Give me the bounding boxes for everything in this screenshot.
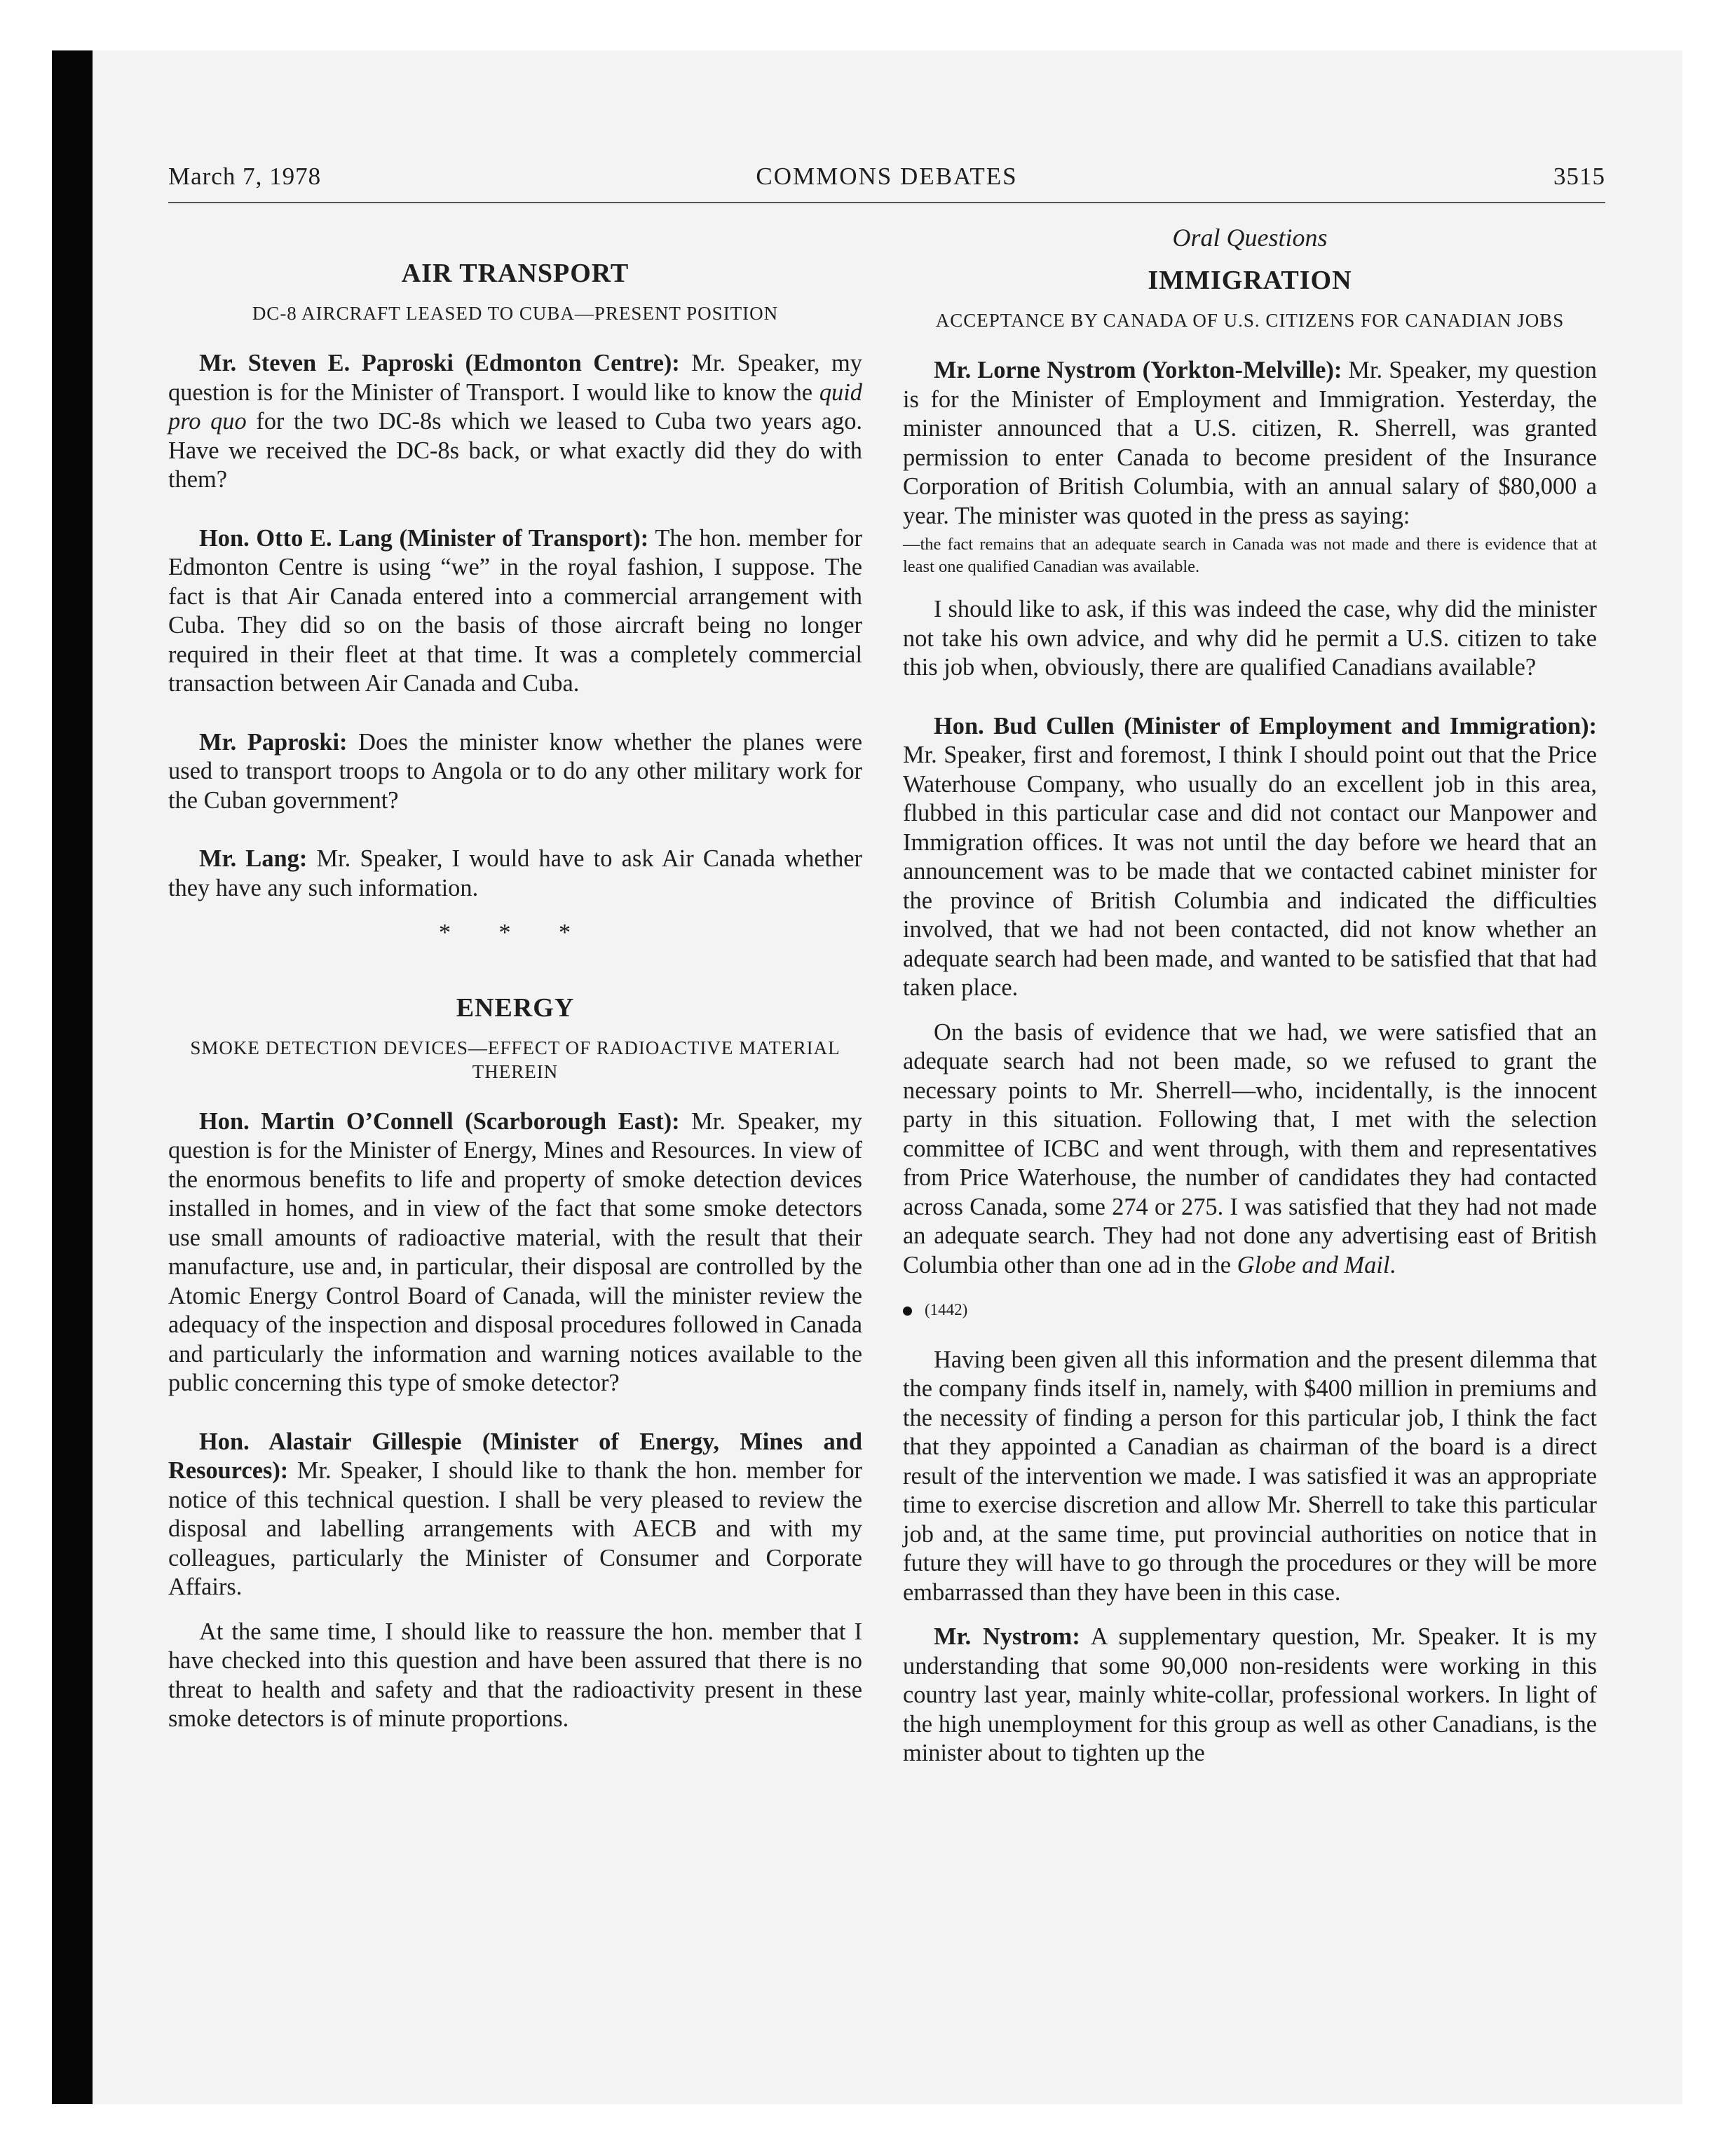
paragraph-text: for the two DC-8s which we leased to Cuba two years ago. Have we received the DC-8s back, or what exactly did they do with them?	[168, 408, 862, 493]
paragraph-text: Mr. Speaker, first and foremost, I think I should point out that the Price Waterhouse Company, who usually do an excellent job in this area, flubbed in this particular case and did not contact our Manpower and Immigration offices. It was not until the day before we heard that an announcement was to be made that we contacted cabinet minister for the province of British Columbia and indicated the difficulties involved, that we had not been contacted, did not know whether an adequate search had been made, and wanted to be satisfied that that had taken place.	[903, 742, 1597, 1001]
paragraph-cullen-dilemma: Having been given all this information and the present dilemma that the company finds itself in, namely, with $400 million in premiums and the necessity of finding a person for this particular job, I think the fact that they appointed a Canadian as chairman of the board is a direct result of the intervention we made. I was satisfied it was an appropriate time to exercise discretion and allow Mr. Sherrell to take this particular job and, at the same time, put provincial authorities on notice that in future they will have to go through the procedures or they will be more embarrassed than they have been in this case.	[903, 1346, 1597, 1606]
paragraph-paproski-supplementary	[168, 728, 862, 816]
paragraph-gillespie-continued: At the same time, I should like to reassure the hon. member that I have checked into this question and have been assured that there is no threat to health and safety and that the radioactivity present in these smoke detectors is of minute proportions.	[168, 1618, 862, 1732]
timestamp-text: (1442)	[925, 1301, 968, 1318]
header-date: March 7, 1978	[168, 163, 322, 190]
speaker-name: Hon. Alastair Gillespie (Minister of Energy, Mines and Resources):	[168, 1428, 862, 1484]
header-rule	[168, 202, 1605, 203]
speaker-name: Mr. Paproski:	[199, 728, 348, 756]
press-quote: —the fact remains that an adequate search in Canada was not made and there is evidence that at least one qualified Canadian was available.	[903, 535, 1597, 576]
paragraph-paproski-question	[168, 349, 862, 495]
section-separator: * * *	[439, 920, 592, 946]
timestamp-marker	[903, 1295, 1597, 1325]
speaker-name: Hon. Bud Cullen (Minister of Employment and Immigration):	[934, 712, 1597, 739]
paragraph-text: Does the minister know whether the planes were used to transport troops to Angola or to do any other military work for the Cuban government?	[168, 728, 862, 814]
subheading-smoke-detection: SMOKE DETECTION DEVICES—EFFECT OF RADIOACTIVE MATERIAL THEREIN	[190, 1037, 841, 1082]
paragraph-cullen-evidence	[903, 1018, 1597, 1281]
paragraph-text: On the basis of evidence that we had, we were satisfied that an adequate search had not been made, so we refused to grant the necessary points to Mr. Sherrell—who, incidentally, is the innocent party in this situation. Following that, I met with the selection committee of ICBC and went through, with them and representatives from Price Waterhouse, the number of candidates they had contacted across Canada, some 274 or 275. I was satisfied that they had not made an adequate search. They had not done any advertising east of British Columbia other than one ad in the	[903, 1018, 1597, 1278]
paragraph-text: Mr. Speaker, I would have to ask Air Canada whether they have any such information.	[168, 845, 862, 901]
section-heading-energy: ENERGY	[456, 992, 575, 1023]
italic-newspaper-name: Globe and Mail	[1237, 1251, 1390, 1278]
speaker-name: Mr. Nystrom:	[934, 1623, 1080, 1650]
paragraph-gillespie-answer	[168, 1428, 862, 1602]
speaker-name: Mr. Steven E. Paproski (Edmonton Centre):	[199, 350, 680, 376]
left-column	[168, 223, 862, 1734]
paragraph-text: Mr. Speaker, I should like to thank the hon. member for notice of this technical question. I shall be very pleased to review the disposal and labelling arrangements with AECB and with my colleagues, particularly the Minister of Consumer and Corporate Affairs.	[168, 1457, 862, 1600]
section-heading-air-transport: AIR TRANSPORT	[401, 259, 630, 288]
speaker-name: Hon. Otto E. Lang (Minister of Transport):	[199, 524, 649, 552]
paragraph-nystrom-question	[903, 356, 1597, 531]
page-header	[168, 163, 1605, 203]
paragraph-text: Mr. Speaker, my question is for the Minister of Transport. I would like to know the	[168, 350, 862, 406]
paragraph-lang-answer	[168, 524, 862, 699]
subheading-us-citizens: ACCEPTANCE BY CANADA OF U.S. CITIZENS FOR CANADIAN JOBS	[935, 310, 1565, 331]
paragraph-cullen-answer	[903, 712, 1597, 1003]
bullet-dot-icon	[903, 1306, 912, 1316]
paragraph-text: Mr. Speaker, my question is for the Minister of Energy, Mines and Resources. In view of the enormous benefits to life and property of smoke detection devices installed in homes, and in view of the fact that some smoke detectors use small amounts of radioactive material, with the result that their manufacture, use and, in particular, their disposal are controlled by the Atomic Energy Control Board of Canada, will the minister review the adequacy of the inspection and disposal procedures followed in Canada and particularly the information and warning notices available to the public concerning this type of smoke detector?	[168, 1107, 862, 1396]
scan-edge	[52, 50, 93, 2104]
header-title: COMMONS DEBATES	[756, 163, 1018, 190]
italic-phrase: quid pro quo	[168, 378, 862, 435]
paragraph-text: .	[1389, 1251, 1396, 1278]
subheading-dc8-aircraft: DC-8 AIRCRAFT LEASED TO CUBA—PRESENT POSITION	[252, 303, 779, 324]
paragraph-lang-reply	[168, 845, 862, 903]
paragraph-text: Mr. Speaker, my question is for the Minister of Employment and Immigration. Yesterday, the minister announced that a U.S. citizen, R. Sherrell, was granted permission to enter Canada to become president of the Insurance Corporation of British Columbia, with an annual salary of $80,000 a year. The minister was quoted in the press as saying:	[903, 357, 1597, 529]
paragraph-nystrom-supplementary	[903, 1623, 1597, 1768]
header-page-number: 3515	[1553, 163, 1605, 190]
paragraph-text: A supplementary question, Mr. Speaker. It is my understanding that some 90,000 non-residents were working in this country last year, mainly white-collar, professional workers. In light of the high unemployment for this group as well as other Canadians, is the minister about to tighten up the	[903, 1623, 1597, 1766]
right-column	[903, 223, 1597, 1768]
running-head: Oral Questions	[1172, 224, 1328, 252]
speaker-name: Mr. Lorne Nystrom (Yorkton-Melville):	[934, 357, 1342, 383]
speaker-name: Hon. Martin O’Connell (Scarborough East):	[199, 1107, 680, 1135]
paragraph-oconnell-question	[168, 1107, 862, 1398]
paragraph-nystrom-ask: I should like to ask, if this was indeed the case, why did the minister not take his own advice, and why did he permit a U.S. citizen to take this job when, obviously, there are qualified Canadians available?	[903, 596, 1597, 681]
paragraph-text: The hon. member for Edmonton Centre is using “we” in the royal fashion, I suppose. The fact is that Air Canada entered into a commercial arrangement with Cuba. They did so on the basis of those aircraft being no longer required in their fleet at that time. It was a completely commercial transaction between Air Canada and Cuba.	[168, 524, 862, 697]
section-heading-immigration: IMMIGRATION	[1148, 266, 1352, 295]
speaker-name: Mr. Lang:	[199, 845, 308, 872]
